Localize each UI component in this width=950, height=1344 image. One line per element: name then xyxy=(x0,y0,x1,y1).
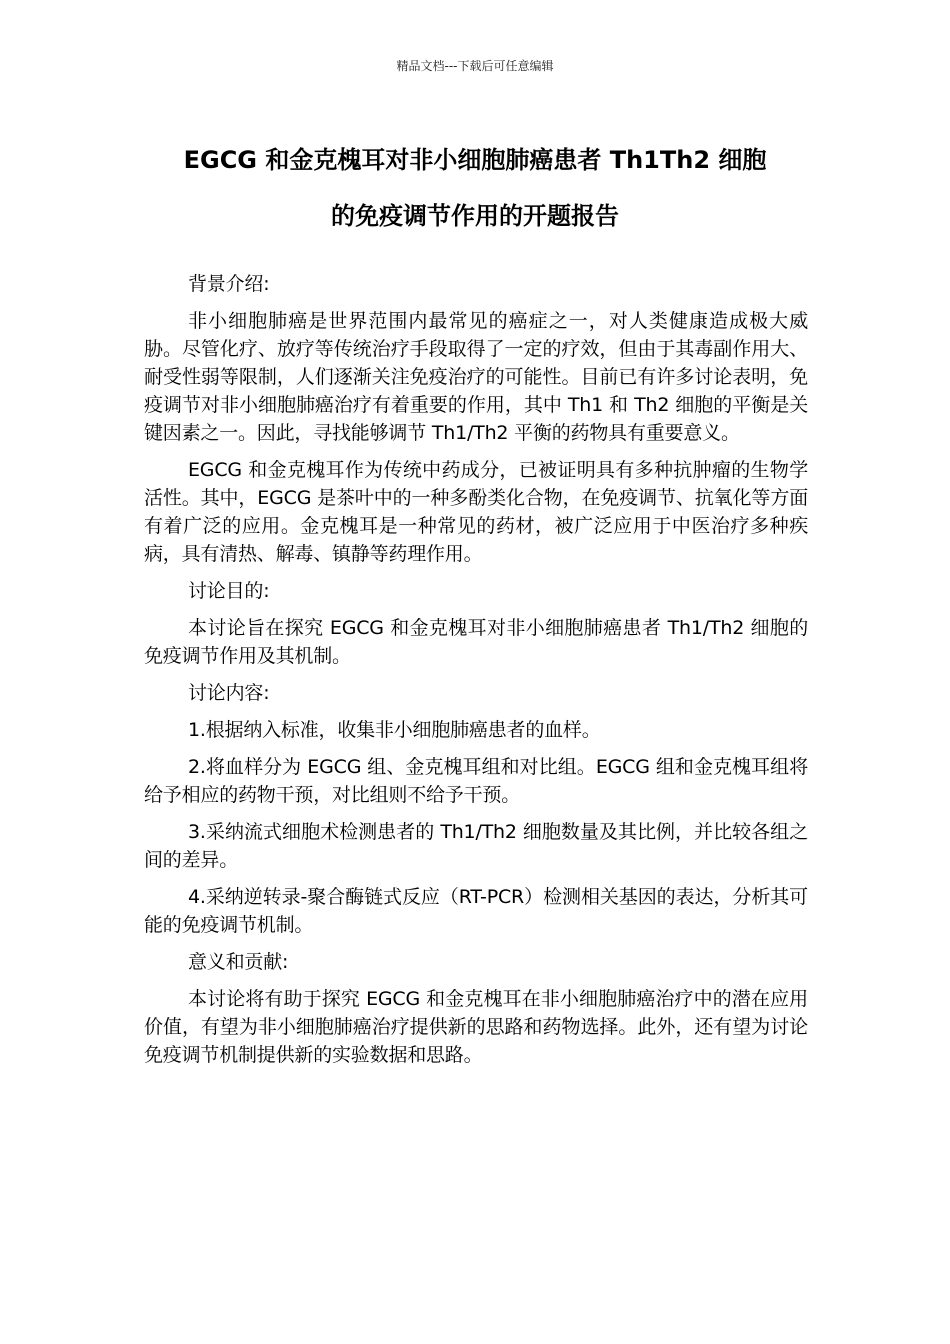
section-heading-content: 讨论内容: xyxy=(188,682,270,704)
title-line-1: EGCG 和金克槐耳对非小细胞肺癌患者 Th1Th2 细胞 xyxy=(183,146,767,174)
document-title xyxy=(130,132,820,244)
document-body xyxy=(144,270,808,1078)
paragraph-purpose: 本讨论旨在探究 EGCG 和金克槐耳对非小细胞肺癌患者 Th1/Th2 细胞的免疫调节作用及其机制。 xyxy=(144,617,808,667)
paragraph-significance: 本讨论将有助于探究 EGCG 和金克槐耳在非小细胞肺癌治疗中的潜在应用价值，有望为非小细胞肺癌治疗提供新的思路和药物选择。此外，还有望为讨论免疫调节机制提供新的实验数据和思路。 xyxy=(144,988,808,1066)
title-line-2: 的免疫调节作用的开题报告 xyxy=(331,202,619,230)
list-item-4: 4.采纳逆转录-聚合酶链式反应（RT-PCR）检测相关基因的表达，分析其可能的免疫调节机制。 xyxy=(144,886,808,936)
paragraph-background-1: 非小细胞肺癌是世界范围内最常见的癌症之一，对人类健康造成极大威胁。尽管化疗、放疗等传统治疗手段取得了一定的疗效，但由于其毒副作用大、耐受性弱等限制，人们逐渐关注免疫治疗的可能性。目前已有许多讨论表明，免疫调节对非小细胞肺癌治疗有着重要的作用，其中 Th1 和 Th2 细胞的平衡是关键因素之一。因此，寻找能够调节 Th1/Th2 平衡的药物具有重要意义。 xyxy=(144,310,808,444)
paragraph-background-2: EGCG 和金克槐耳作为传统中药成分，已被证明具有多种抗肿瘤的生物学活性。其中，EGCG 是茶叶中的一种多酚类化合物，在免疫调节、抗氧化等方面有着广泛的应用。金克槐耳是一种常见的药材，被广泛应用于中医治疗多种疾病，具有清热、解毒、镇静等药理作用。 xyxy=(144,459,808,565)
section-heading-background: 背景介绍: xyxy=(188,273,270,295)
section-heading-significance: 意义和贡献: xyxy=(188,951,289,973)
list-item-3: 3.采纳流式细胞术检测患者的 Th1/Th2 细胞数量及其比例，并比较各组之间的差异。 xyxy=(144,821,808,871)
list-item-2: 2.将血样分为 EGCG 组、金克槐耳组和对比组。EGCG 组和金克槐耳组将给予相应的药物干预，对比组则不给予干预。 xyxy=(144,756,808,806)
header-note: 精品文档---下载后可任意编辑 xyxy=(396,59,554,73)
section-heading-purpose: 讨论目的: xyxy=(188,580,270,602)
list-item-1: 1.根据纳入标准，收集非小细胞肺癌患者的血样。 xyxy=(188,719,601,741)
